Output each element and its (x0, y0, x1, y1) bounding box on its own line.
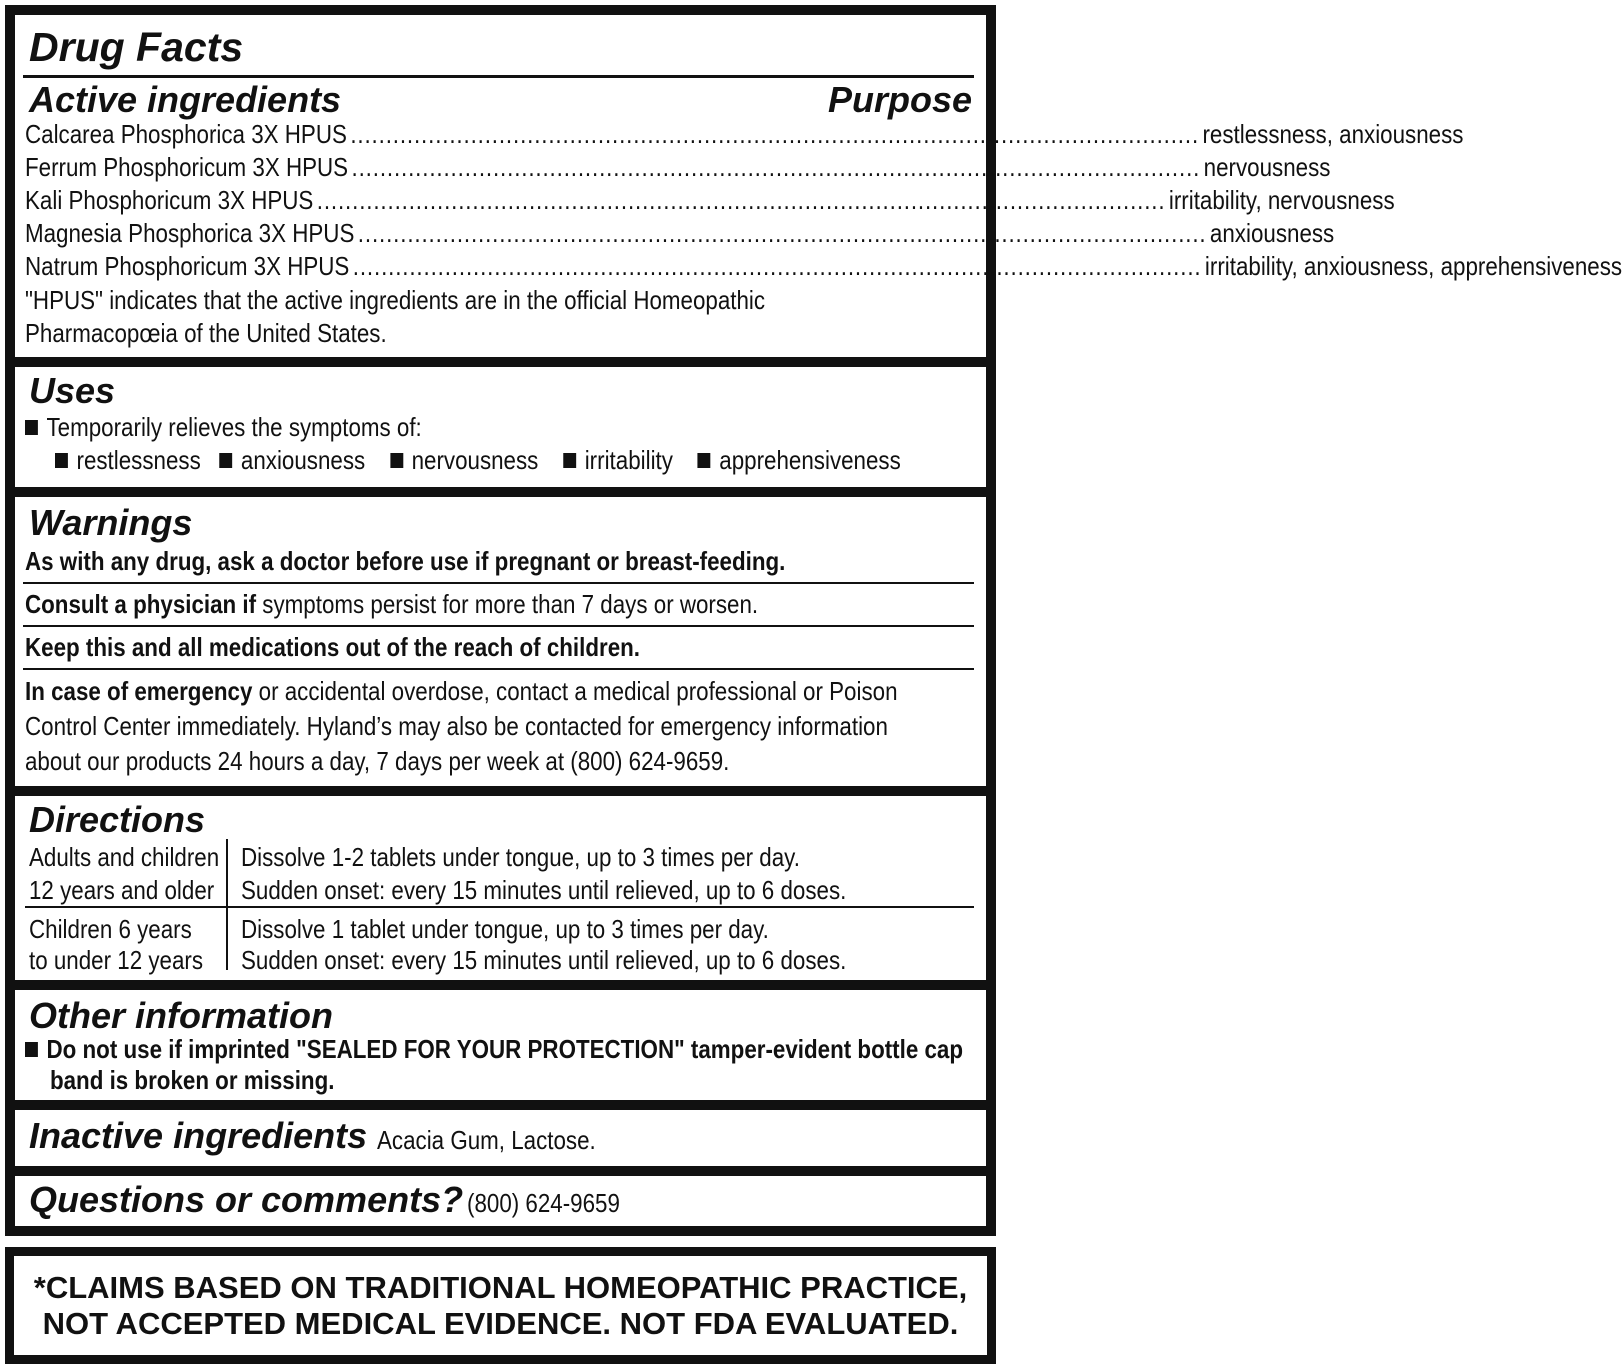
ingredient-row (25, 218, 1335, 251)
ingredient-purpose: irritability, anxiousness, apprehensiveness (1204, 251, 1622, 281)
inactive-ingredients-section (15, 1110, 986, 1166)
dosage-instructions: Dissolve 1 tablet under tongue, up to 3 times per day. Sudden onset: every 15 minutes until relieved, up to 6 doses. (241, 914, 847, 975)
directions-section (15, 796, 986, 980)
ingredient-purpose: restlessness, anxiousness (1202, 119, 1464, 149)
warning-divider (23, 625, 974, 627)
ingredient-purpose: nervousness (1203, 152, 1331, 182)
uses-intro: Temporarily relieves the symptoms of: (25, 411, 422, 444)
dosage-audience: Children 6 years to under 12 years (29, 914, 204, 975)
active-ingredients-heading: Active ingredients (29, 79, 342, 120)
warning-divider (23, 582, 974, 584)
drug-facts-title: Drug Facts (29, 24, 244, 70)
bullet-square-icon (25, 1042, 38, 1057)
leader-dots: ........................................................................................................................ (357, 218, 1207, 248)
claims-disclaimer-box (5, 1247, 996, 1364)
ingredient-name: Natrum Phosphoricum 3X HPUS (25, 251, 350, 281)
ingredient-name: Magnesia Phosphorica 3X HPUS (25, 218, 355, 248)
hpus-note-line: "HPUS" indicates that the active ingredients are in the official Homeopathic (25, 285, 766, 315)
questions-section (15, 1176, 986, 1226)
symptom-item: restlessness (76, 445, 201, 475)
bullet-square-icon (219, 453, 232, 468)
questions-phone: (800) 624-9659 (467, 1188, 620, 1218)
dosage-audience: Adults and children 12 years and older (29, 842, 220, 905)
inactive-ingredients-heading: Inactive ingredients (29, 1115, 368, 1156)
symptom-list (55, 444, 901, 477)
symptom-item: anxiousness (240, 445, 366, 475)
active-ingredients-section (15, 15, 1622, 357)
ingredient-row (25, 119, 1464, 152)
claims-line: *CLAIMS BASED ON TRADITIONAL HOMEOPATHIC PRACTICE, (33, 1270, 968, 1305)
questions-heading: Questions or comments? (29, 1179, 464, 1220)
children-warning: Keep this and all medications out of the reach of children. (25, 632, 641, 662)
inactive-ingredients-list: Acacia Gum, Lactose. (377, 1125, 596, 1155)
drug-facts-panel (5, 5, 1622, 1236)
other-information-heading: Other information (29, 995, 333, 1036)
bullet-square-icon (563, 453, 576, 468)
warnings-section (15, 497, 986, 786)
pregnancy-warning: As with any drug, ask a doctor before use if pregnant or breast-feeding. (25, 546, 786, 576)
symptom-item: nervousness (411, 445, 539, 475)
tamper-notice: Do not use if imprinted "SEALED FOR YOUR PROTECTION" tamper-evident bottle cap band is broken or missing. (25, 1034, 963, 1096)
leader-dots: ........................................................................................................................ (316, 185, 1166, 215)
symptom-item: apprehensiveness (719, 445, 901, 475)
uses-section (15, 367, 986, 487)
ingredient-purpose: irritability, nervousness (1168, 185, 1395, 215)
ingredient-name: Calcarea Phosphorica 3X HPUS (25, 119, 347, 149)
ingredient-name: Ferrum Phosphoricum 3X HPUS (25, 152, 349, 182)
consult-warning: Consult a physician if symptoms persist for more than 7 days or worsen. (25, 589, 759, 619)
bullet-square-icon (55, 453, 68, 468)
directions-heading: Directions (29, 799, 206, 840)
ingredient-row (25, 185, 1395, 218)
leader-dots: ........................................................................................................................ (350, 119, 1200, 149)
leader-dots: ........................................................................................................................ (351, 152, 1201, 182)
claims-line: NOT ACCEPTED MEDICAL EVIDENCE. NOT FDA EVALUATED. (42, 1306, 959, 1341)
leader-dots: ........................................................................................................................ (352, 251, 1202, 281)
claims-disclaimer-inner (14, 1256, 987, 1355)
bullet-square-icon (698, 453, 711, 468)
dosage-instructions: Dissolve 1-2 tablets under tongue, up to 3 times per day. Sudden onset: every 15 minutes until relieved, up to 6 doses. (241, 842, 847, 905)
other-information-section (15, 990, 986, 1100)
bullet-square-icon (25, 420, 38, 435)
warning-divider (23, 668, 974, 670)
hpus-note-line: Pharmacopœia of the United States. (25, 318, 387, 348)
title-rule (23, 75, 974, 78)
ingredient-purpose: anxiousness (1209, 218, 1335, 248)
uses-heading: Uses (29, 370, 116, 411)
directions-column-divider (226, 839, 228, 970)
ingredient-row (25, 152, 1331, 185)
ingredient-row (25, 251, 1622, 284)
symptom-item: irritability (584, 445, 673, 475)
bullet-square-icon (390, 453, 403, 468)
purpose-heading: Purpose (827, 79, 972, 120)
warnings-heading: Warnings (29, 502, 193, 543)
emergency-warning: In case of emergency or accidental overdose, contact a medical professional or Poison Control Center immediately. Hyland’s may also be contacted for emergency information about our products 24 hours a day, 7 days per week at (800) 624-9659. (25, 676, 898, 776)
ingredient-name: Kali Phosphoricum 3X HPUS (25, 185, 314, 215)
